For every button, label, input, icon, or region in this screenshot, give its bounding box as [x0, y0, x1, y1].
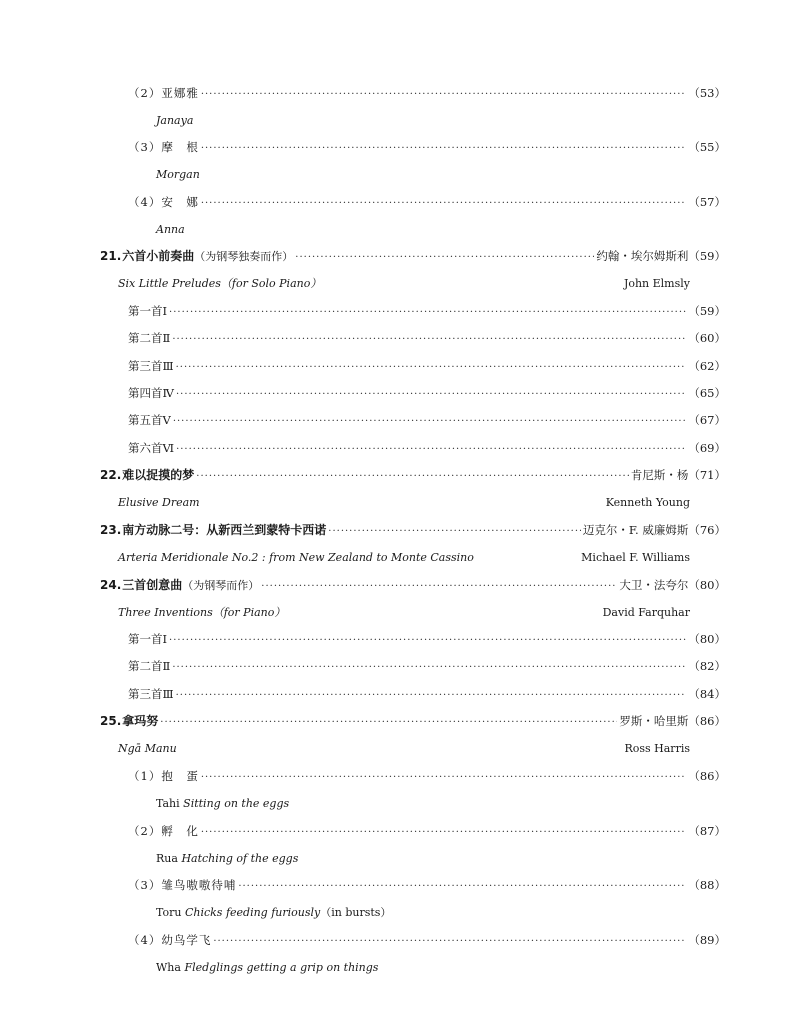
toc-entry-21[interactable]	[100, 247, 726, 265]
toc-sub-row[interactable]	[128, 876, 726, 894]
toc-label: 第三首Ⅲ	[128, 687, 174, 701]
toc-row-janaya[interactable]	[128, 84, 726, 102]
toc-sub-row[interactable]	[128, 411, 726, 429]
toc-sub-row[interactable]	[128, 657, 726, 675]
toc-en-maori: Wha	[156, 961, 181, 974]
toc-label: （1）抱 蛋	[128, 769, 199, 783]
page-number: （89）	[688, 933, 726, 947]
toc-en-title: Six Little Preludes（for Solo Piano）	[118, 277, 322, 290]
toc-en-title: Elusive Dream	[118, 496, 200, 509]
toc-row-anna[interactable]	[128, 193, 726, 211]
toc-en-maori: Rua	[156, 852, 178, 865]
toc-label: 第二首Ⅱ	[128, 659, 171, 673]
toc-entry-22[interactable]	[100, 466, 726, 484]
toc-en-line	[156, 795, 289, 813]
composer-en: Kenneth Young	[605, 496, 690, 509]
toc-en-tail: （in bursts）	[320, 906, 392, 919]
toc-sub-row[interactable]	[128, 931, 726, 949]
page-number: （53）	[688, 86, 726, 100]
entry-title-text: 难以捉摸的梦	[122, 468, 195, 482]
toc-en-line	[118, 494, 690, 512]
leader-dots	[169, 632, 686, 650]
page-number: （60）	[688, 331, 726, 345]
toc-sub-row[interactable]	[128, 630, 726, 648]
page-number: （86）	[688, 769, 726, 783]
toc-en-line	[156, 959, 378, 977]
page-number: （80）	[688, 578, 726, 592]
entry-title	[100, 247, 293, 266]
toc-label: （3）摩 根	[128, 140, 199, 154]
leader-dots	[328, 523, 581, 541]
leader-dots	[172, 659, 686, 677]
entry-title	[100, 521, 326, 539]
composer: 大卫・法夸尔	[619, 578, 689, 592]
page-number: （55）	[688, 140, 726, 154]
toc-label: 第二首Ⅱ	[128, 331, 171, 345]
toc-label: 第五首Ⅴ	[128, 413, 171, 427]
toc-label: 第一首Ⅰ	[128, 304, 168, 318]
entry-title-text: 南方动脉二号：从新西兰到蒙特卡西诺	[122, 523, 327, 537]
toc-row-morgan[interactable]	[128, 138, 726, 156]
composer-en: John Elmsly	[623, 277, 690, 290]
entry-title-text: 拿玛努	[122, 714, 159, 728]
toc-en-line	[118, 275, 690, 293]
toc-label: （2）亚娜雅	[128, 86, 199, 100]
toc-en-title: Arteria Meridionale No.2 : from New Zealand to Monte Cassino	[118, 551, 474, 564]
toc-en-line	[118, 740, 690, 758]
leader-dots	[196, 468, 629, 486]
toc-en-line	[118, 604, 690, 622]
page-number: （87）	[688, 824, 726, 838]
entry-title-text: 六首小前奏曲	[122, 249, 195, 263]
toc-en-title: Fledglings getting a grip on things	[184, 961, 379, 974]
composer: 迈克尔・F. 威廉姆斯	[582, 523, 689, 537]
entry-note: （为钢琴独奏而作）	[194, 250, 294, 263]
page-number: （80）	[688, 632, 726, 646]
toc-sub-row[interactable]	[128, 357, 726, 375]
leader-dots	[176, 441, 686, 459]
toc-en-line	[156, 850, 298, 868]
toc-en-maori: Toru	[156, 906, 182, 919]
entry-title	[100, 466, 194, 484]
entry-number: 22.	[100, 468, 122, 482]
toc-en-title: Chicks feeding furiously	[184, 906, 321, 919]
toc-sub-row[interactable]	[128, 302, 726, 320]
composer: 约翰・埃尔姆斯利	[596, 249, 689, 263]
page-number: （59）	[688, 249, 726, 263]
leader-dots	[173, 413, 687, 431]
toc-en-maori: Tahi	[156, 797, 180, 810]
entry-number: 24.	[100, 578, 122, 592]
page-number: （65）	[688, 386, 726, 400]
page-number: （59）	[688, 304, 726, 318]
composer-en: Ross Harris	[624, 742, 690, 755]
toc-label: 第四首Ⅳ	[128, 386, 174, 400]
entry-title	[100, 576, 259, 595]
entry-number: 25.	[100, 714, 122, 728]
page-number: （82）	[688, 659, 726, 673]
page-number: （88）	[688, 878, 726, 892]
toc-label: （4）幼鸟学飞	[128, 933, 212, 947]
toc-label: 第一首Ⅰ	[128, 632, 168, 646]
leader-dots	[160, 714, 617, 732]
toc-en-title: Hatching of the eggs	[181, 852, 299, 865]
toc-en-title: Morgan	[156, 168, 200, 181]
page-number: （69）	[688, 441, 726, 455]
toc-en-line	[156, 904, 391, 922]
leader-dots	[261, 578, 617, 596]
toc-sub-row[interactable]	[128, 329, 726, 347]
toc-entry-24[interactable]	[100, 576, 726, 594]
leader-dots	[238, 878, 686, 896]
entry-note: （为钢琴而作）	[182, 579, 260, 592]
leader-dots	[201, 86, 687, 104]
toc-label: （2）孵 化	[128, 824, 199, 838]
leader-dots	[176, 386, 686, 404]
page-number: （57）	[688, 195, 726, 209]
page-number: （76）	[688, 523, 726, 537]
toc-sub-row[interactable]	[128, 439, 726, 457]
toc-sub-row[interactable]	[128, 384, 726, 402]
toc-label: 第六首Ⅵ	[128, 441, 175, 455]
toc-label: （4）安 娜	[128, 195, 199, 209]
leader-dots	[172, 331, 686, 349]
toc-sub-row[interactable]	[128, 822, 726, 840]
entry-title-text: 三首创意曲	[122, 578, 183, 592]
leader-dots	[169, 304, 686, 322]
entry-title	[100, 712, 158, 730]
leader-dots	[201, 140, 687, 158]
leader-dots	[213, 933, 686, 951]
leader-dots	[201, 824, 687, 842]
composer: 肯尼斯・杨	[630, 468, 689, 482]
page-number: （71）	[688, 468, 726, 482]
leader-dots	[295, 249, 594, 267]
leader-dots	[176, 687, 687, 705]
toc-label: 第三首Ⅲ	[128, 359, 174, 373]
composer-en: Michael F. Williams	[581, 551, 690, 564]
toc-entry-25[interactable]	[100, 712, 726, 730]
composer-en: David Farquhar	[602, 606, 690, 619]
toc-en-line	[118, 549, 690, 567]
page-number: （62）	[688, 359, 726, 373]
toc-en-title: Janaya	[156, 114, 194, 127]
toc-sub-row[interactable]	[128, 685, 726, 703]
page-number: （67）	[688, 413, 726, 427]
toc-label: （3）雏鸟嗷嗷待哺	[128, 878, 237, 892]
leader-dots	[201, 769, 687, 787]
leader-dots	[176, 359, 687, 377]
toc-en-title: Anna	[156, 223, 185, 236]
toc-en-title: Three Inventions（for Piano）	[118, 606, 286, 619]
page-number: （86）	[688, 714, 726, 728]
toc-en-title: Ngā Manu	[118, 742, 177, 755]
toc-entry-23[interactable]	[100, 521, 726, 539]
entry-number: 23.	[100, 523, 122, 537]
leader-dots	[201, 195, 687, 213]
composer: 罗斯・哈里斯	[619, 714, 689, 728]
toc-sub-row[interactable]	[128, 767, 726, 785]
page-number: （84）	[688, 687, 726, 701]
entry-number: 21.	[100, 249, 122, 263]
toc-en-title: Sitting on the eggs	[183, 797, 290, 810]
